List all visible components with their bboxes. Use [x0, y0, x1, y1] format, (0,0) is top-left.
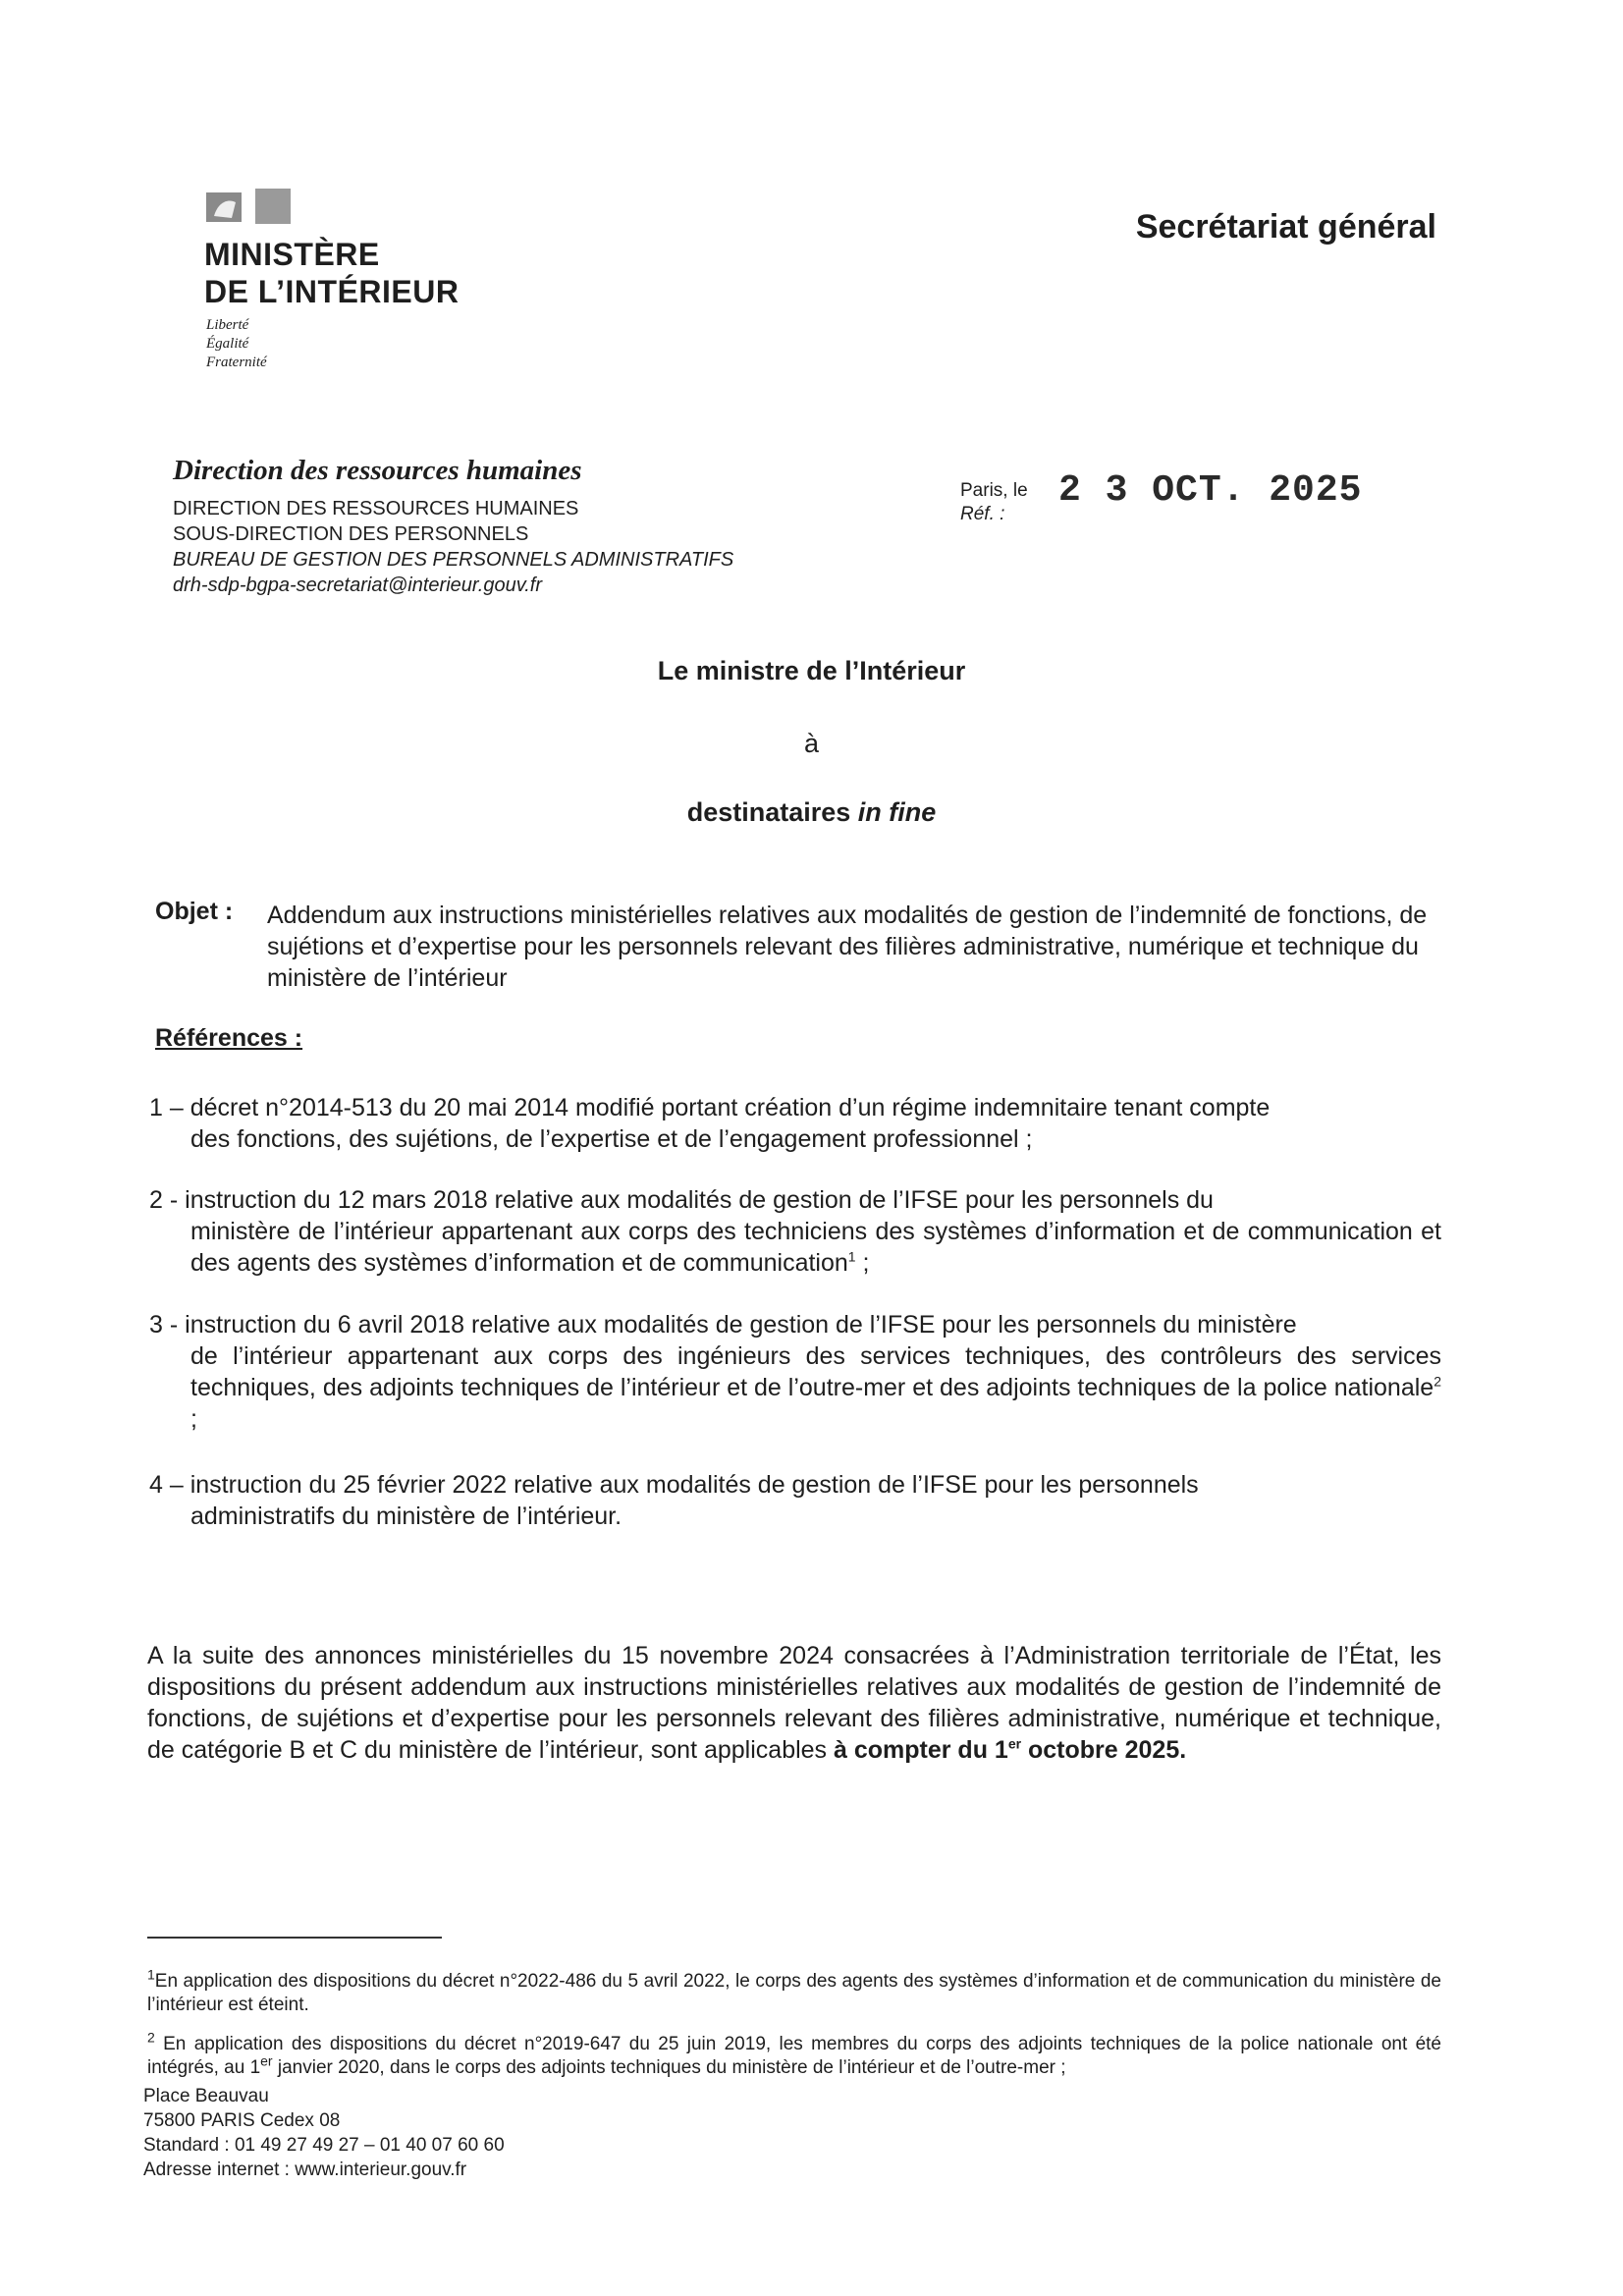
reference-continuation: [149, 1340, 1441, 1435]
date-stamp: 2 3 OCT. 2025: [1058, 469, 1363, 512]
motto-fraternite: Fraternité: [206, 355, 267, 370]
effective-date-a: à compter du 1: [834, 1736, 1008, 1764]
footnote-1: [147, 1966, 1441, 2017]
reference-continuation: administratifs du ministère de l’intérieur.: [190, 1503, 622, 1530]
footnote-divider: [147, 1937, 442, 1939]
date-block: [960, 479, 1028, 526]
footnote-number: 2: [147, 2029, 155, 2046]
body-text: A la suite des annonces ministérielles du 15 novembre 2024 consacrées à l’Administration territoriale de l’État, les dispositions du présent addendum aux instructions ministérielles relatives aux modalités de gestion de l’indemnité de fonctions, de sujétions et d’expertise pour les personnels relevant des filières administrative, numérique et technique, de catégorie B et C du ministère de l’intérieur, sont applicables: [147, 1642, 1441, 1764]
reference-number: 4 –: [149, 1471, 184, 1499]
secretariat-title: Secrétariat général: [1135, 208, 1436, 246]
reference-continuation: [149, 1216, 1441, 1279]
recipients-heading: [0, 797, 1623, 828]
footnote-text-a: En application des dispositions du décret n°2019-647 du 25 juin 2019, les membres du corps des adjoints techniques de la police nationale ont été intégrés, au 1: [147, 2034, 1441, 2078]
direction-title: Direction des ressources humaines: [173, 455, 582, 486]
footnote-2: [147, 2029, 1441, 2080]
effective-date-sup: er: [1007, 1735, 1022, 1752]
marianne-logo-icon: [206, 189, 295, 226]
motto-liberte: Liberté: [206, 317, 249, 333]
direction-line-2: SOUS-DIRECTION DES PERSONNELS: [173, 523, 529, 545]
reference-first-line: instruction du 6 avril 2018 relative aux modalités de gestion de l’IFSE pour les personnels du ministère: [185, 1311, 1297, 1339]
address-website: Adresse internet : www.interieur.gouv.fr: [143, 2159, 467, 2180]
effective-date-b: octobre 2025.: [1021, 1736, 1187, 1764]
footnote-marker: 1: [847, 1248, 856, 1265]
references-label: Références :: [155, 1024, 303, 1052]
direction-line-1: DIRECTION DES RESSOURCES HUMAINES: [173, 498, 579, 519]
objet-text: Addendum aux instructions ministérielles relatives aux modalités de gestion de l’indemnité de fonctions, de sujétions et d’expertise pour les personnels relevant des filières administrative, numérique et technique du ministère de l’intérieur: [267, 902, 1428, 992]
footnote-sup: er: [260, 2052, 273, 2069]
address-line-1: Place Beauvau: [143, 2086, 269, 2106]
ministry-line-1: MINISTÈRE: [204, 237, 380, 272]
reference-number: 3 -: [149, 1311, 179, 1339]
objet-label: Objet :: [155, 898, 234, 925]
footnote-text-b: janvier 2020, dans le corps des adjoints techniques du ministère de l’intérieur et de l’outre-mer ;: [272, 2057, 1066, 2078]
reference-continuation: des fonctions, des sujétions, de l’expertise et de l’engagement professionnel ;: [190, 1125, 1033, 1153]
ministry-name: [204, 236, 459, 310]
reference-rest: de l’intérieur appartenant aux corps des ingénieurs des services techniques, des contrôleurs des services techniques, des adjoints techniques de l’intérieur et de l’outre-mer et des adjoints techniques de la police nationale: [190, 1342, 1441, 1401]
reference-number: 2 -: [149, 1186, 179, 1214]
reference-first-line: instruction du 25 février 2022 relative aux modalités de gestion de l’IFSE pour les personnels: [189, 1471, 1199, 1499]
reference-item: [149, 1184, 1441, 1279]
to-heading: à: [803, 729, 820, 758]
reference-first-line: décret n°2014-513 du 20 mai 2014 modifié portant création d’un régime indemnitaire tenant compte: [189, 1094, 1271, 1121]
ministry-line-2: DE L’INTÉRIEUR: [204, 274, 460, 309]
reference-item: [149, 1092, 1441, 1155]
motto-egalite: Égalité: [206, 336, 249, 352]
direction-line-3: BUREAU DE GESTION DES PERSONNELS ADMINISTRATIFS: [173, 549, 734, 571]
direction-email: drh-sdp-bgpa-secretariat@interieur.gouv.fr: [173, 574, 543, 596]
recipients-prefix: destinataires: [686, 797, 858, 827]
effective-date: [834, 1736, 1186, 1764]
footnote-number: 1: [147, 1966, 155, 1983]
reference-item: [149, 1469, 1441, 1532]
sender-heading: Le ministre de l’Intérieur: [657, 656, 966, 685]
reference-number: 1 –: [149, 1094, 184, 1121]
reference-first-line: instruction du 12 mars 2018 relative aux modalités de gestion de l’IFSE pour les personnels du: [185, 1186, 1214, 1214]
place-label: Paris, le: [960, 480, 1028, 501]
recipients-italic: in fine: [857, 797, 937, 827]
reference-rest: ministère de l’intérieur appartenant aux corps des techniciens des systèmes d’information et de communication et des agents des systèmes d’information et de communication: [190, 1218, 1441, 1277]
reference-tail: ;: [190, 1405, 197, 1433]
reference-tail: ;: [855, 1249, 870, 1277]
postal-address: [143, 2084, 505, 2182]
footnote-text: En application des dispositions du décret n°2022-486 du 5 avril 2022, le corps des agents des systèmes d’information et de communication du ministère de l’intérieur est éteint.: [147, 1971, 1441, 2015]
body-paragraph: [147, 1640, 1441, 1766]
reference-item: [149, 1309, 1441, 1435]
republic-motto: [206, 316, 267, 372]
address-phone: Standard : 01 49 27 49 27 – 01 40 07 60 60: [143, 2135, 505, 2156]
direction-details: [173, 496, 733, 598]
address-line-2: 75800 PARIS Cedex 08: [143, 2110, 341, 2131]
ref-label: Réf. :: [960, 504, 1005, 524]
footnote-marker: 2: [1434, 1373, 1441, 1390]
